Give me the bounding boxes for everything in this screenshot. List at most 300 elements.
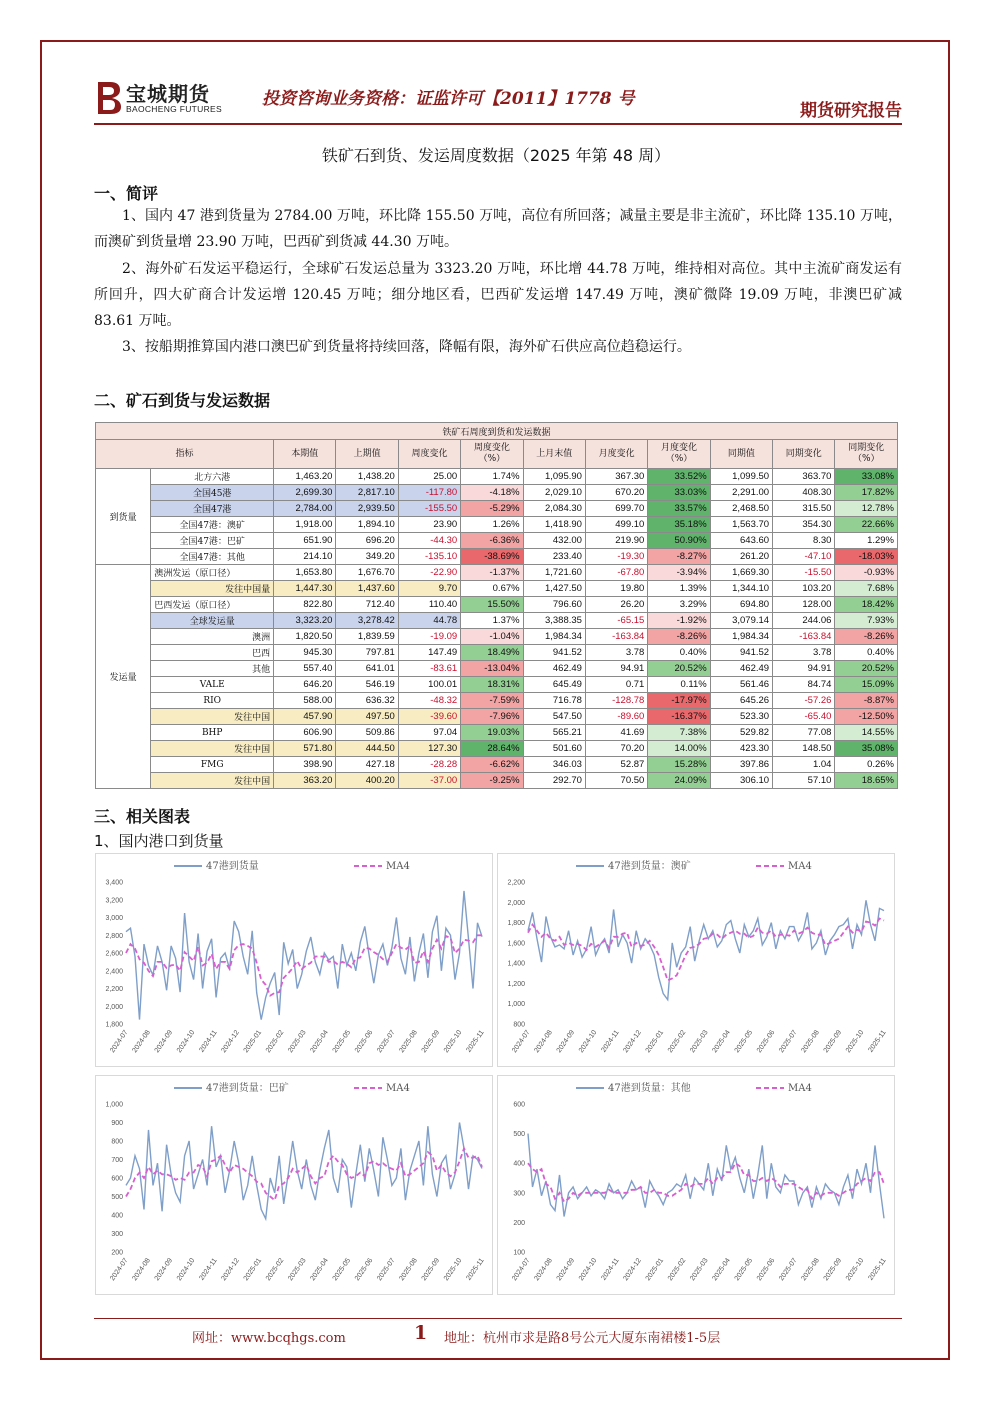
table-cell: -65.15 bbox=[585, 613, 647, 629]
table-cell: 77.08 bbox=[773, 725, 835, 741]
table-cell: -12.50% bbox=[835, 709, 898, 725]
table-header-cell: 上期值 bbox=[336, 440, 398, 469]
table-cell: 23.90 bbox=[398, 517, 460, 533]
table-cell: -6.36% bbox=[461, 533, 523, 549]
table-row bbox=[96, 501, 898, 517]
table-cell: 33.03% bbox=[648, 485, 710, 501]
y-tick-label: 400 bbox=[111, 1212, 123, 1220]
table-cell: 822.80 bbox=[274, 597, 336, 613]
table-cell: -0.93% bbox=[835, 565, 898, 581]
legend-label: 47港到货量：澳矿 bbox=[608, 861, 691, 872]
table-cell: 529.82 bbox=[710, 725, 772, 741]
row-label: BHP bbox=[151, 725, 274, 741]
x-tick-label: 2025-04 bbox=[711, 1029, 732, 1055]
table-cell: -9.25% bbox=[461, 773, 523, 789]
chart-subheading: 1、国内港口到货量 bbox=[94, 832, 224, 850]
table-cell: -19.30 bbox=[585, 549, 647, 565]
x-tick-label: 2025-11 bbox=[867, 1257, 888, 1282]
table-cell: 44.78 bbox=[398, 613, 460, 629]
row-label: 发往中国量 bbox=[151, 581, 274, 597]
table-cell: -48.32 bbox=[398, 693, 460, 709]
x-tick-label: 2025-08 bbox=[398, 1257, 419, 1283]
table-cell: 367.30 bbox=[585, 469, 647, 485]
row-label: 巴西发运（原口径） bbox=[151, 597, 274, 613]
table-cell: 397.86 bbox=[710, 757, 772, 773]
table-cell: 796.60 bbox=[523, 597, 585, 613]
table-cell: 15.50% bbox=[461, 597, 523, 613]
logo-mark-icon bbox=[94, 80, 122, 116]
legend-entry bbox=[174, 1081, 289, 1094]
summary-paragraph-2: 2、海外矿石发运平稳运行，全球矿石发运总量为 3323.20 万吨，环比增 44.78 万吨，维持相对高位。其中主流矿商发运有所回升，四大矿商合计发运增 120.45 万吨；细分地区看，巴西矿发运增 147.49 万吨，澳矿微降 19.09 万吨，非澳巴矿减 83.61 万吨。 bbox=[94, 261, 902, 329]
y-tick-label: 300 bbox=[513, 1190, 525, 1198]
table-cell: 1,563.70 bbox=[710, 517, 772, 533]
page-number: 1 bbox=[414, 1322, 428, 1344]
table-header-row bbox=[96, 440, 898, 469]
x-tick-label: 2024-09 bbox=[555, 1029, 577, 1055]
table-cell: 3,323.20 bbox=[274, 613, 336, 629]
table-cell: 1,984.34 bbox=[523, 629, 585, 645]
series-line bbox=[126, 1123, 482, 1219]
table-cell: -44.30 bbox=[398, 533, 460, 549]
table-cell: 427.18 bbox=[336, 757, 398, 773]
legend-label: 47港到货量 bbox=[206, 861, 259, 872]
table-cell: 306.10 bbox=[710, 773, 772, 789]
x-tick-label: 2025-10 bbox=[442, 1257, 464, 1283]
table-row bbox=[96, 581, 898, 597]
y-tick-label: 1,200 bbox=[507, 980, 525, 988]
x-tick-label: 2025-06 bbox=[755, 1029, 777, 1055]
x-tick-label: 2025-09 bbox=[420, 1257, 442, 1283]
y-tick-label: 3,000 bbox=[105, 915, 123, 922]
table-cell: 1.37% bbox=[461, 613, 523, 629]
y-tick-label: 1,800 bbox=[507, 920, 525, 928]
header-divider bbox=[94, 123, 902, 125]
table-cell: 18.65% bbox=[835, 773, 898, 789]
table-cell: 35.18% bbox=[648, 517, 710, 533]
legend-label: MA4 bbox=[788, 861, 812, 872]
x-tick-label: 2025-01 bbox=[242, 1257, 264, 1283]
x-tick-label: 2025-03 bbox=[689, 1257, 710, 1283]
legend-label: MA4 bbox=[386, 861, 410, 872]
table-cell: -17.97% bbox=[648, 693, 710, 709]
chart-47-port-arrivals-svg bbox=[96, 854, 492, 1066]
table-cell: 636.32 bbox=[336, 693, 398, 709]
table-cell: 1,676.70 bbox=[336, 565, 398, 581]
table-row bbox=[96, 773, 898, 789]
row-label: 北方六港 bbox=[151, 469, 274, 485]
table-cell: -163.84 bbox=[773, 629, 835, 645]
row-label: 全球发运量 bbox=[151, 613, 274, 629]
table-cell: -7.59% bbox=[461, 693, 523, 709]
x-tick-label: 2025-08 bbox=[800, 1257, 821, 1283]
table-cell: 28.64% bbox=[461, 741, 523, 757]
table-cell: 670.20 bbox=[585, 485, 647, 501]
x-tick-label: 2025-04 bbox=[309, 1029, 330, 1055]
table-cell: 1,099.50 bbox=[710, 469, 772, 485]
x-tick-label: 2025-03 bbox=[689, 1029, 710, 1055]
qualification-text: 投资咨询业务资格：证监许可【2011】1778 号 bbox=[262, 89, 635, 109]
row-label: 全国47港：其他 bbox=[151, 549, 274, 565]
table-cell: 1,820.50 bbox=[274, 629, 336, 645]
y-tick-label: 100 bbox=[513, 1249, 525, 1257]
table-cell: 1,344.10 bbox=[710, 581, 772, 597]
table-cell: 20.52% bbox=[835, 661, 898, 677]
y-tick-label: 200 bbox=[513, 1219, 525, 1227]
x-tick-label: 2025-10 bbox=[442, 1029, 464, 1055]
x-tick-label: 2025-02 bbox=[264, 1029, 286, 1055]
table-cell: 349.20 bbox=[336, 549, 398, 565]
summary-paragraph-3: 3、按船期推算国内港口澳巴矿到货量将持续回落，降幅有限，海外矿石供应高位趋稳运行。 bbox=[122, 339, 691, 355]
table-cell: 7.38% bbox=[648, 725, 710, 741]
table-cell: 2,291.00 bbox=[710, 485, 772, 501]
table-cell: 716.78 bbox=[523, 693, 585, 709]
table-cell: 52.87 bbox=[585, 757, 647, 773]
table-row bbox=[96, 741, 898, 757]
x-tick-label: 2025-06 bbox=[755, 1257, 777, 1283]
table-row bbox=[96, 725, 898, 741]
y-tick-label: 1,400 bbox=[507, 960, 525, 968]
table-cell: 94.91 bbox=[773, 661, 835, 677]
x-tick-label: 2025-07 bbox=[376, 1257, 397, 1283]
report-title: 铁矿石到货、发运周度数据（2025 年第 48 周） bbox=[321, 146, 671, 165]
y-tick-label: 3,200 bbox=[105, 897, 123, 905]
legend-entry bbox=[354, 861, 410, 872]
table-cell: -117.80 bbox=[398, 485, 460, 501]
table-cell: -28.28 bbox=[398, 757, 460, 773]
table-cell: 147.49 bbox=[398, 645, 460, 661]
x-tick-label: 2024-10 bbox=[175, 1257, 197, 1283]
table-cell: 22.66% bbox=[835, 517, 898, 533]
table-cell: 0.67% bbox=[461, 581, 523, 597]
x-tick-label: 2024-10 bbox=[577, 1257, 599, 1283]
table-cell: 17.82% bbox=[835, 485, 898, 501]
row-label: 全国47港 bbox=[151, 501, 274, 517]
table-cell: 645.26 bbox=[710, 693, 772, 709]
x-tick-label: 2025-10 bbox=[844, 1257, 866, 1283]
group-label-arrival: 到货量 bbox=[96, 469, 151, 565]
table-cell: 41.69 bbox=[585, 725, 647, 741]
row-label: 发往中国 bbox=[151, 709, 274, 725]
table-cell: -19.09 bbox=[398, 629, 460, 645]
table-cell: 1,984.34 bbox=[710, 629, 772, 645]
report-type: 期货研究报告 bbox=[800, 101, 902, 121]
table-cell: -3.94% bbox=[648, 565, 710, 581]
table-cell: 2,784.00 bbox=[274, 501, 336, 517]
footer-website: 网址：www.bcqhgs.com bbox=[192, 1331, 346, 1346]
table-cell: 423.30 bbox=[710, 741, 772, 757]
table-cell: 1,438.20 bbox=[336, 469, 398, 485]
table-header-cell: 同期值 bbox=[710, 440, 772, 469]
table-cell: 84.74 bbox=[773, 677, 835, 693]
x-tick-label: 2025-05 bbox=[733, 1029, 755, 1055]
table-cell: 1.29% bbox=[835, 533, 898, 549]
x-tick-label: 2025-01 bbox=[242, 1029, 264, 1055]
table-cell: 19.03% bbox=[461, 725, 523, 741]
x-tick-label: 2024-08 bbox=[533, 1257, 554, 1283]
table-cell: 1,447.30 bbox=[274, 581, 336, 597]
table-cell: 110.40 bbox=[398, 597, 460, 613]
row-label: 巴西 bbox=[151, 645, 274, 661]
table-cell: 14.55% bbox=[835, 725, 898, 741]
legend-label: 47港到货量：巴矿 bbox=[206, 1083, 289, 1094]
legend-entry bbox=[756, 1083, 812, 1094]
legend-entry bbox=[576, 1081, 691, 1094]
table-cell: -89.60 bbox=[585, 709, 647, 725]
table-cell: 244.06 bbox=[773, 613, 835, 629]
table-cell: -57.26 bbox=[773, 693, 835, 709]
table-cell: 3.78 bbox=[585, 645, 647, 661]
y-tick-label: 2,400 bbox=[105, 968, 123, 976]
x-tick-label: 2025-05 bbox=[733, 1257, 755, 1283]
x-tick-label: 2024-10 bbox=[175, 1029, 197, 1055]
table-cell: 1.39% bbox=[648, 581, 710, 597]
table-cell: 25.00 bbox=[398, 469, 460, 485]
x-tick-label: 2024-07 bbox=[109, 1029, 130, 1055]
table-cell: -16.37% bbox=[648, 709, 710, 725]
y-tick-label: 900 bbox=[111, 1120, 123, 1127]
table-cell: 1,418.90 bbox=[523, 517, 585, 533]
x-tick-label: 2025-04 bbox=[309, 1257, 330, 1283]
y-tick-label: 2,600 bbox=[105, 950, 123, 958]
chart-47-port-brazil bbox=[95, 1075, 493, 1295]
footer-address: 地址：杭州市求是路8号公元大厦东南裙楼1-5层 bbox=[444, 1331, 721, 1346]
table-cell: -18.03% bbox=[835, 549, 898, 565]
y-tick-label: 600 bbox=[111, 1175, 123, 1183]
table-cell: 0.40% bbox=[648, 645, 710, 661]
table-cell: 18.49% bbox=[461, 645, 523, 661]
table-cell: 214.10 bbox=[274, 549, 336, 565]
table-cell: 432.00 bbox=[523, 533, 585, 549]
table-row bbox=[96, 597, 898, 613]
table-cell: 651.90 bbox=[274, 533, 336, 549]
table-cell: 1,095.90 bbox=[523, 469, 585, 485]
x-tick-label: 2024-12 bbox=[220, 1257, 241, 1283]
x-tick-label: 2024-11 bbox=[198, 1257, 219, 1282]
table-cell: 1,721.60 bbox=[523, 565, 585, 581]
table-cell: 408.30 bbox=[773, 485, 835, 501]
table-row bbox=[96, 533, 898, 549]
table-cell: 1,669.30 bbox=[710, 565, 772, 581]
legend-label: 47港到货量：其他 bbox=[608, 1083, 691, 1094]
x-tick-label: 2025-02 bbox=[264, 1257, 286, 1283]
x-tick-label: 2024-08 bbox=[131, 1029, 152, 1055]
table-cell: 20.52% bbox=[648, 661, 710, 677]
table-cell: -83.61 bbox=[398, 661, 460, 677]
y-tick-label: 2,200 bbox=[105, 986, 123, 993]
table-cell: 646.20 bbox=[274, 677, 336, 693]
logo-text: 宝城期货 bbox=[126, 82, 210, 106]
table-cell: 2,084.30 bbox=[523, 501, 585, 517]
chart-47-port-australia bbox=[497, 853, 895, 1067]
table-cell: -155.50 bbox=[398, 501, 460, 517]
x-tick-label: 2025-11 bbox=[867, 1029, 888, 1054]
summary-paragraph-1: 1、国内 47 港到货量为 2784.00 万吨，环比降 155.50 万吨，高位有所回落；减量主要是非主流矿，环比降 135.10 万吨，而澳矿到货量增 23.90 万吨，巴西矿到货减 44.30 万吨。 bbox=[94, 208, 902, 250]
row-label: RIO bbox=[151, 693, 274, 709]
x-tick-label: 2024-09 bbox=[153, 1029, 175, 1055]
series-line bbox=[528, 1163, 884, 1202]
y-tick-label: 3,400 bbox=[105, 879, 123, 887]
table-row bbox=[96, 565, 898, 581]
table-cell: -37.00 bbox=[398, 773, 460, 789]
series-line bbox=[528, 1134, 884, 1219]
table-cell: 315.50 bbox=[773, 501, 835, 517]
table-cell: -8.26% bbox=[648, 629, 710, 645]
legend-entry bbox=[174, 859, 259, 872]
table-cell: 15.09% bbox=[835, 677, 898, 693]
chart-47-port-arrivals bbox=[95, 853, 493, 1067]
table-cell: 1,894.10 bbox=[336, 517, 398, 533]
table-cell: -1.04% bbox=[461, 629, 523, 645]
table-cell: 2,029.10 bbox=[523, 485, 585, 501]
table-cell: -128.78 bbox=[585, 693, 647, 709]
row-label: 全国47港：澳矿 bbox=[151, 517, 274, 533]
table-cell: 699.70 bbox=[585, 501, 647, 517]
table-cell: 3,278.42 bbox=[336, 613, 398, 629]
table-cell: 1,918.00 bbox=[274, 517, 336, 533]
table-cell: -8.26% bbox=[835, 629, 898, 645]
y-tick-label: 800 bbox=[111, 1138, 123, 1146]
table-row bbox=[96, 693, 898, 709]
table-cell: 3,079.14 bbox=[710, 613, 772, 629]
y-tick-label: 700 bbox=[111, 1157, 123, 1164]
x-tick-label: 2024-11 bbox=[600, 1029, 621, 1054]
row-label: 全国45港 bbox=[151, 485, 274, 501]
table-cell: 645.49 bbox=[523, 677, 585, 693]
table-cell: 103.20 bbox=[773, 581, 835, 597]
table-cell: 18.31% bbox=[461, 677, 523, 693]
table-header-cell: 周度变化（%） bbox=[461, 440, 523, 469]
y-tick-label: 600 bbox=[513, 1101, 525, 1109]
table-cell: -38.69% bbox=[461, 549, 523, 565]
logo-english-text: BAOCHENG FUTURES bbox=[126, 104, 222, 114]
x-tick-label: 2025-06 bbox=[353, 1257, 375, 1283]
y-tick-label: 500 bbox=[513, 1131, 525, 1139]
legend-entry bbox=[756, 861, 812, 872]
table-header-cell: 月度变化（%） bbox=[648, 440, 710, 469]
x-tick-label: 2025-02 bbox=[666, 1257, 688, 1283]
table-cell: 941.52 bbox=[523, 645, 585, 661]
row-label: 全国47港：巴矿 bbox=[151, 533, 274, 549]
table-cell: 219.90 bbox=[585, 533, 647, 549]
table-cell: 1.26% bbox=[461, 517, 523, 533]
table-cell: 2,699.30 bbox=[274, 485, 336, 501]
table-cell: 712.40 bbox=[336, 597, 398, 613]
x-tick-label: 2025-07 bbox=[778, 1029, 799, 1055]
x-tick-label: 2024-09 bbox=[555, 1257, 577, 1283]
table-cell: 3,388.35 bbox=[523, 613, 585, 629]
table-cell: 561.46 bbox=[710, 677, 772, 693]
x-tick-label: 2024-11 bbox=[600, 1257, 621, 1282]
table-header-cell: 指标 bbox=[96, 440, 274, 469]
table-cell: 523.30 bbox=[710, 709, 772, 725]
table-cell: 94.91 bbox=[585, 661, 647, 677]
x-tick-label: 2025-11 bbox=[465, 1257, 486, 1282]
table-cell: 557.40 bbox=[274, 661, 336, 677]
table-cell: 0.11% bbox=[648, 677, 710, 693]
table-cell: 33.52% bbox=[648, 469, 710, 485]
x-tick-label: 2024-12 bbox=[622, 1257, 643, 1283]
table-cell: 0.40% bbox=[835, 645, 898, 661]
table-cell: 1.04 bbox=[773, 757, 835, 773]
table-cell: 2,817.10 bbox=[336, 485, 398, 501]
table-cell: 565.21 bbox=[523, 725, 585, 741]
chart-47-port-other bbox=[497, 1075, 895, 1295]
table-cell: -8.27% bbox=[648, 549, 710, 565]
table-cell: 363.70 bbox=[773, 469, 835, 485]
table-cell: 292.70 bbox=[523, 773, 585, 789]
legend-label: MA4 bbox=[788, 1083, 812, 1094]
table-cell: 546.19 bbox=[336, 677, 398, 693]
x-tick-label: 2024-12 bbox=[622, 1029, 643, 1055]
series-line bbox=[126, 891, 482, 1020]
table-header-cell: 上月末值 bbox=[523, 440, 585, 469]
table-row bbox=[96, 757, 898, 773]
table-cell: 398.90 bbox=[274, 757, 336, 773]
table-header-cell: 周度变化 bbox=[398, 440, 460, 469]
legend-entry bbox=[354, 1083, 410, 1094]
x-tick-label: 2025-09 bbox=[822, 1257, 844, 1283]
table-cell: -135.10 bbox=[398, 549, 460, 565]
y-tick-label: 1,800 bbox=[105, 1021, 123, 1029]
row-label: 发往中国 bbox=[151, 741, 274, 757]
y-tick-label: 1,000 bbox=[105, 1101, 123, 1109]
x-tick-label: 2024-10 bbox=[577, 1029, 599, 1055]
x-tick-label: 2024-07 bbox=[511, 1029, 532, 1055]
table-cell: 3.29% bbox=[648, 597, 710, 613]
table-header-cell: 同期变化（%） bbox=[835, 440, 898, 469]
table-cell: 1,437.60 bbox=[336, 581, 398, 597]
table-caption: 铁矿石周度到货和发运数据 bbox=[96, 423, 898, 440]
table-cell: 2,939.50 bbox=[336, 501, 398, 517]
table-cell: 12.78% bbox=[835, 501, 898, 517]
table-row bbox=[96, 677, 898, 693]
series-line bbox=[528, 900, 884, 999]
chart-47-port-other-svg bbox=[498, 1076, 894, 1294]
table-cell: 9.70 bbox=[398, 581, 460, 597]
table-cell: -6.62% bbox=[461, 757, 523, 773]
table-cell: 7.93% bbox=[835, 613, 898, 629]
table-cell: 400.20 bbox=[336, 773, 398, 789]
x-tick-label: 2025-10 bbox=[844, 1029, 866, 1055]
company-logo bbox=[94, 78, 244, 120]
x-tick-label: 2024-07 bbox=[109, 1257, 130, 1283]
section-heading-charts: 三、相关图表 bbox=[94, 807, 191, 826]
group-label-shipment: 发运量 bbox=[96, 565, 151, 789]
row-label: 澳洲 bbox=[151, 629, 274, 645]
table-cell: 571.80 bbox=[274, 741, 336, 757]
table-cell: -13.04% bbox=[461, 661, 523, 677]
table-cell: 0.26% bbox=[835, 757, 898, 773]
x-tick-label: 2025-02 bbox=[666, 1029, 688, 1055]
x-tick-label: 2025-04 bbox=[711, 1257, 732, 1283]
table-cell: -39.60 bbox=[398, 709, 460, 725]
x-tick-label: 2025-11 bbox=[465, 1029, 486, 1054]
x-tick-label: 2025-01 bbox=[644, 1029, 666, 1055]
chart-47-port-brazil-svg bbox=[96, 1076, 492, 1294]
table-row bbox=[96, 549, 898, 565]
table-cell: 148.50 bbox=[773, 741, 835, 757]
table-cell: 363.20 bbox=[274, 773, 336, 789]
table-cell: 35.08% bbox=[835, 741, 898, 757]
table-cell: 70.50 bbox=[585, 773, 647, 789]
table-cell: 354.30 bbox=[773, 517, 835, 533]
x-tick-label: 2025-05 bbox=[331, 1029, 353, 1055]
table-cell: -8.87% bbox=[835, 693, 898, 709]
section-heading-data: 二、矿石到货与发运数据 bbox=[94, 391, 271, 410]
table-cell: 233.40 bbox=[523, 549, 585, 565]
x-tick-label: 2024-08 bbox=[533, 1029, 554, 1055]
table-cell: 497.50 bbox=[336, 709, 398, 725]
